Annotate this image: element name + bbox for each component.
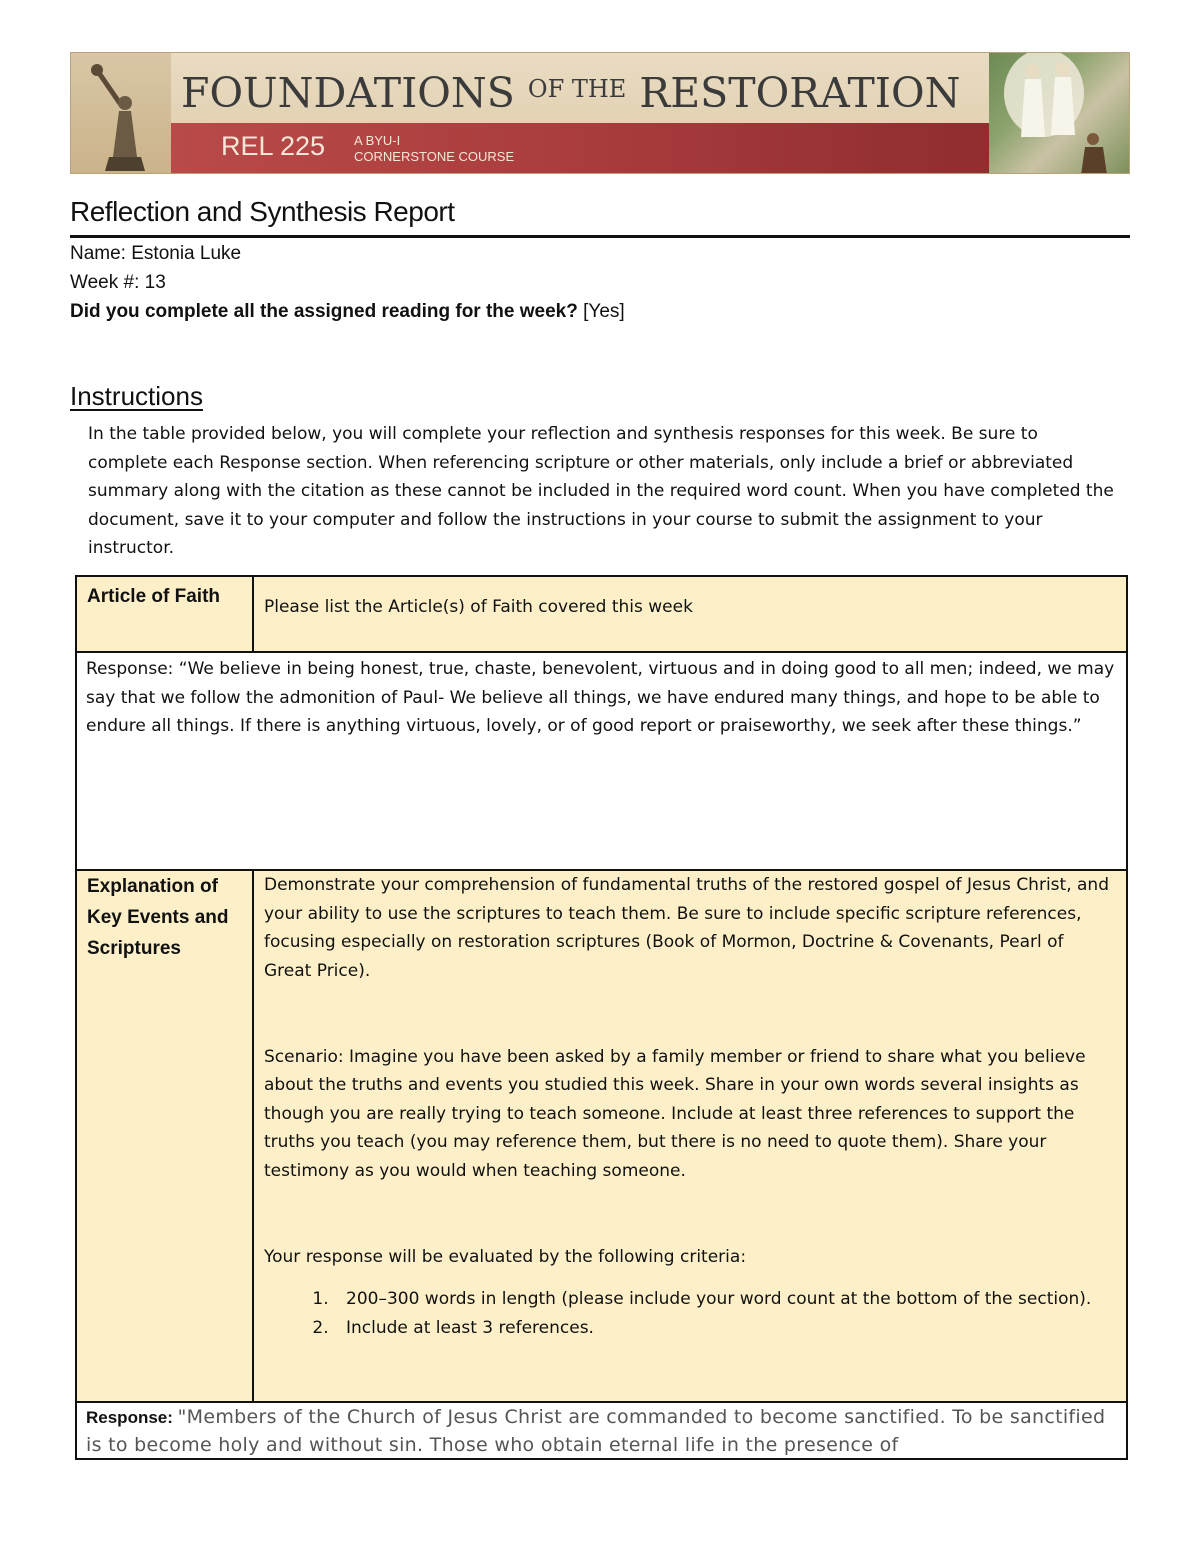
criteria-intro: Your response will be evaluated by the following criteria: [264,1246,747,1267]
week-number: Week #: 13 [70,272,166,293]
criteria-item: 1. 200–300 words in length (please include your word count at the bottom of the section). [334,1285,1116,1314]
student-name: Name: Estonia Luke [70,243,242,264]
response-label: Response: [86,1408,178,1427]
banner-title: FOUNDATIONS $^{OF THE}$ RESTORATION [181,69,961,117]
response-table [75,575,1128,1460]
course-banner [70,52,1130,174]
article-of-faith-prompt: Please list the Article(s) of Faith covered this week [254,577,1126,651]
course-code: REL 225 [221,131,326,161]
instructions-heading: Instructions [70,381,203,411]
first-vision-painting-image [989,53,1130,174]
report-title: Reflection and Synthesis Report [70,196,1130,238]
criteria-item: 2. Include at least 3 references. [334,1314,1116,1343]
article-of-faith-response[interactable]: Response: “We believe in being honest, true, chaste, benevolent, virtuous and in doing good to all men; indeed, we may say that we follow the admonition of Paul- We believe all things, we have endured many things, and hope to be able to endure all things. If there is anything virtuous, lovely, or of good report or praiseworthy, we seek after these things.” [86,659,1115,736]
explanation-label: Explanation of Key Events and Scriptures [77,871,252,1401]
explanation-response[interactable] [77,1403,1126,1460]
scenario-paragraph: Scenario: Imagine you have been asked by a family member or friend to share what you believe about the truths and events you studied this week. Share in your own words several insights as though you are really trying to teach someone. Include at least three references to support the truths you teach (you may reference them, but there is no need to quote them). Share your testimony as you would when teaching someone. [264,1046,1086,1181]
response-text: "Members of the Church of Jesus Christ are commanded to become sanctified. To be sanctified is to become holy and without sin. Those who obtain eternal life in the presence of [86,1406,1106,1456]
explanation-prompt [254,871,1126,1401]
reading-question: Did you complete all the assigned reading for the week? [Yes] [70,301,625,322]
explanation-paragraph-1: Demonstrate your comprehension of fundamental truths of the restored gospel of Jesus Christ, and your ability to use the scriptures to teach them. Be sure to include specific scripture references, focusing especially on restoration scriptures (Book of Mormon, Doctrine & Covenants, Pearl of Great Price). [264,875,1109,981]
course-subtitle: A BYU-I CORNERSTONE COURSE [354,133,515,164]
reading-answer: [Yes] [577,301,625,322]
instructions-text: In the table provided below, you will complete your reflection and synthesis responses for this week. Be sure to complete each Response section. When referencing scripture or other materials, only include a brief or abbreviated summary along with the citation as these cannot be included in the required word count. When you have completed the document, save it to your computer and follow the instructions in your course to submit the assignment to your instructor. [88,424,1114,558]
article-of-faith-label: Article of Faith [77,577,252,651]
criteria-list [286,1285,1116,1342]
angel-moroni-statue-image [71,53,171,174]
